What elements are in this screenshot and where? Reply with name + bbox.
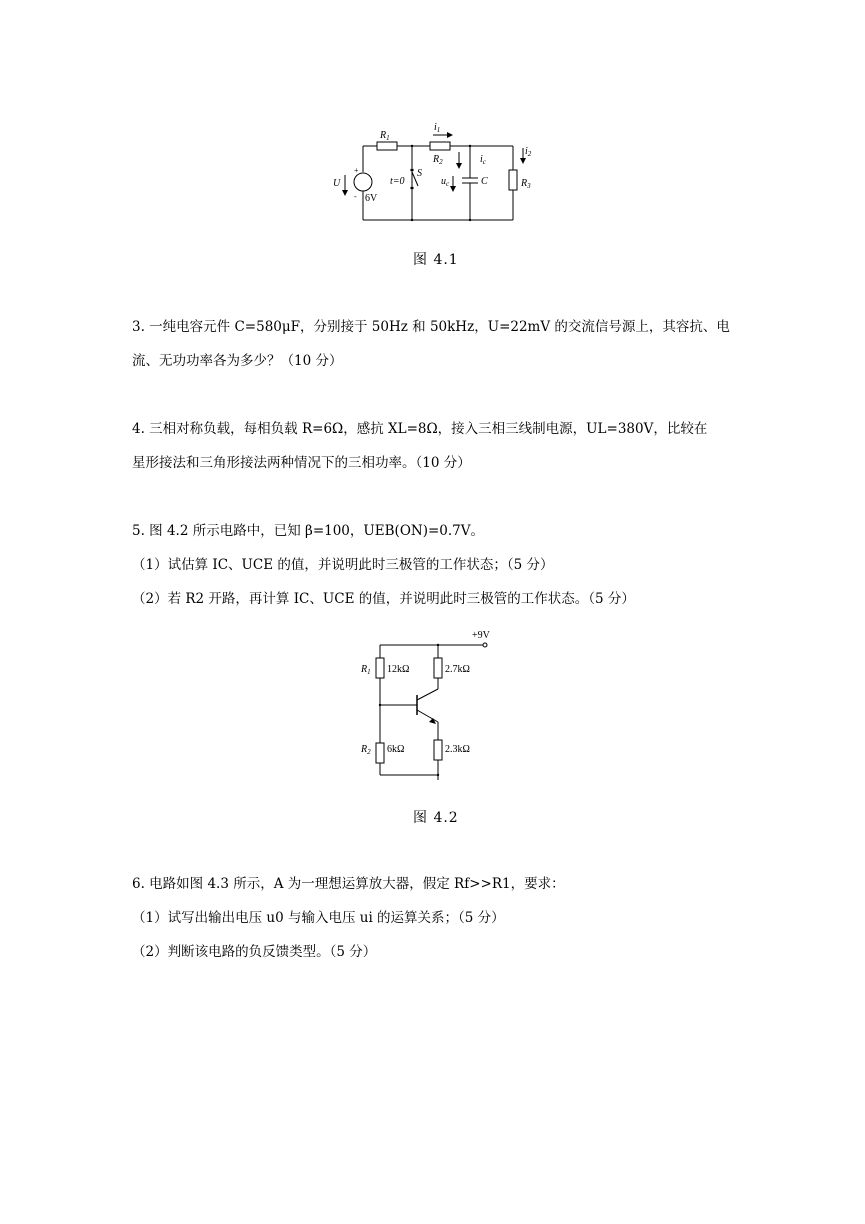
svg-text:+9V: +9V	[472, 630, 490, 641]
figure-4-2-circuit	[355, 625, 515, 780]
svg-text:6V: 6V	[365, 193, 378, 204]
figure-4-2-caption: 图 4.2	[413, 810, 459, 826]
svg-text:S: S	[417, 168, 422, 179]
svg-text:t=0: t=0	[390, 176, 405, 187]
svg-text:+: +	[354, 166, 359, 175]
voltage-source	[354, 173, 372, 191]
question-5-line-2: （1）试估算 IC、UCE 的值，并说明此时三极管的工作状态；（5 分）	[132, 557, 554, 573]
svg-text:2.7kΩ: 2.7kΩ	[445, 664, 470, 675]
svg-text:R1: $R_1$	[380, 130, 390, 142]
svg-text:6kΩ: 6kΩ	[387, 744, 405, 755]
svg-text:12kΩ: 12kΩ	[387, 664, 410, 675]
svg-text:ic: $i_c$	[480, 154, 486, 166]
svg-text:-: -	[354, 192, 357, 201]
question-3-line-1: 3. 一纯电容元件 C=580μF，分别接于 50Hz 和 50kHz，U=22mV 的交流信号源上，其容抗、电	[132, 319, 730, 335]
svg-text:U: U	[333, 178, 341, 189]
question-3-line-2: 流、无功功率各为多少？（10 分）	[132, 353, 343, 369]
r1-resistor	[376, 658, 384, 678]
figure-4-1-circuit	[325, 120, 555, 230]
re-resistor	[434, 740, 442, 760]
svg-text:R3: $R_3$	[521, 178, 531, 190]
svg-text:R2: $R_2$	[433, 154, 443, 166]
question-4-line-2: 星形接法和三角形接法两种情况下的三相功率。（10 分）	[132, 455, 471, 471]
question-6-line-2: （1）试写出输出电压 u0 与输入电压 ui 的运算关系；（5 分）	[132, 910, 505, 926]
r3-resistor	[509, 170, 517, 190]
question-5-line-3: （2）若 R2 开路，再计算 IC、UCE 的值，并说明此时三极管的工作状态。（5 分）	[132, 591, 635, 607]
r2-resistor	[430, 142, 450, 150]
question-4-line-1: 4. 三相对称负载，每相负载 R=6Ω，感抗 XL=8Ω，接入三相三线制电源，UL=380V，比较在	[132, 421, 708, 437]
r1-resistor	[377, 142, 397, 150]
svg-text:i2: $i_2$	[525, 146, 532, 158]
question-5-line-1: 5. 图 4.2 所示电路中，已知 β=100，UEB(ON)=0.7V。	[132, 523, 484, 539]
rc-resistor	[434, 658, 442, 678]
question-6-line-3: （2）判断该电路的负反馈类型。（5 分）	[132, 944, 377, 960]
svg-text:i1: $i_1$	[434, 122, 441, 134]
question-6-line-1: 6. 电路如图 4.3 所示，A 为一理想运算放大器，假定 Rf>>R1，要求：	[132, 876, 565, 892]
svg-text:uc: $u_c$	[441, 176, 450, 188]
svg-text:R1: $R_1$	[361, 664, 371, 676]
svg-text:2.3kΩ: 2.3kΩ	[445, 744, 470, 755]
r2-resistor	[376, 743, 384, 763]
svg-text:C: C	[481, 176, 488, 187]
figure-4-1-caption: 图 4.1	[413, 252, 459, 268]
svg-text:R2: $R_2$	[361, 744, 371, 756]
